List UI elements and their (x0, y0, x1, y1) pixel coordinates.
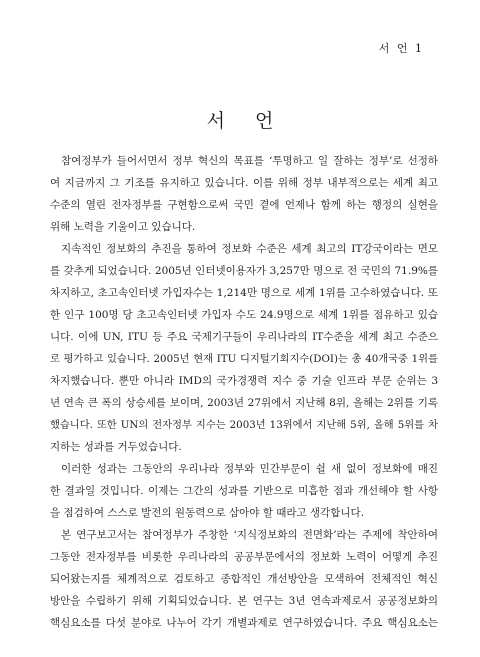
paragraph-line: 참여정부가 들어서면서 정부 혁신의 목표를 ‘투명하고 일 잘하는 정부’로 선정하 (61, 155, 438, 167)
paragraph-line: 년 연속 큰 폭의 상승세를 보이며, 2003년 27위에서 지난해 8위, 올해는 2위를 기록 (50, 397, 438, 409)
paragraph-line: 본 연구보고서는 참여정부가 주창한 ‘지식정보화의 전면화’라는 주제에 착안하여 (61, 529, 438, 541)
paragraph-line: 한 결과일 것입니다. 이제는 그간의 성과를 기반으로 미흡한 점과 개선해야 할 사항 (50, 485, 438, 497)
paragraph-line: 차지했습니다. 뿐만 아니라 IMD의 국가경쟁력 지수 중 기술 인프라 부문 순위는 3 (50, 375, 438, 387)
paragraph-line: 로 평가하고 있습니다. 2005년 현재 ITU 디지털기회지수(DOI)는 총 40개국중 1위를 (50, 353, 438, 365)
paragraph-line: 했습니다. 또한 UN의 전자정부 지수는 2003년 13위에서 지난해 5위, 올해 5위를 차 (50, 419, 438, 431)
page-title: 서 언 (206, 110, 286, 132)
paragraph-line: 를 갖추게 되었습니다. 2005년 인터넷이용자가 3,257만 명으로 전 국민의 71.9%를 (50, 265, 438, 277)
running-header: 서 언 1 (378, 42, 424, 55)
paragraph-line: 지하는 성과를 거두었습니다. (50, 441, 182, 453)
paragraph-line: 지속적인 정보화의 추진을 통하여 정보화 수준은 세계 최고의 IT강국이라는 면모 (61, 243, 438, 255)
paragraph-line: 수준의 열린 전자정부를 구현함으로써 국민 곁에 언제나 함께 하는 행정의 실현을 (50, 199, 438, 211)
body-text (50, 150, 438, 634)
paragraph-line: 을 점검하여 스스로 발전의 원동력으로 삼아야 할 때라고 생각합니다. (50, 507, 365, 519)
paragraph-line: 핵심요소를 다섯 분야로 나누어 각기 개별과제로 연구하였습니다. 주요 핵심요소는 (50, 617, 438, 629)
paragraph-line: 니다. 이에 UN, ITU 등 주요 국제기구들이 우리나라의 IT수준을 세계 최고 수준으 (50, 331, 438, 343)
paragraph-line: 되어왔는지를 체계적으로 검토하고 종합적인 개선방안을 모색하여 전체적인 혁신 (50, 573, 438, 585)
paragraph-line: 여 지금까지 그 기조를 유지하고 있습니다. 이를 위해 정부 내부적으로는 세계 최고 (50, 177, 438, 189)
paragraph-line: 그동안 전자정부를 비롯한 우리나라의 공공부문에서의 정보화 노력이 어떻게 추진 (50, 551, 438, 563)
paragraph-line: 차지하고, 초고속인터넷 가입자수는 1,214만 명으로 세계 1위를 고수하였습니다. 또 (50, 287, 438, 299)
paragraph-line: 방안을 수립하기 위해 기획되었습니다. 본 연구는 3년 연속과제로서 공공정보화의 (50, 595, 438, 607)
paragraph-line: 이러한 성과는 그동안의 우리나라 정부와 민간부문이 쉴 새 없이 정보화에 매진 (61, 463, 438, 475)
paragraph-line: 위해 노력을 기울이고 있습니다. (50, 221, 196, 233)
paragraph-line: 한 인구 100명 당 초고속인터넷 가입자 수도 24.9명으로 세계 1위를 점유하고 있습 (50, 309, 438, 321)
